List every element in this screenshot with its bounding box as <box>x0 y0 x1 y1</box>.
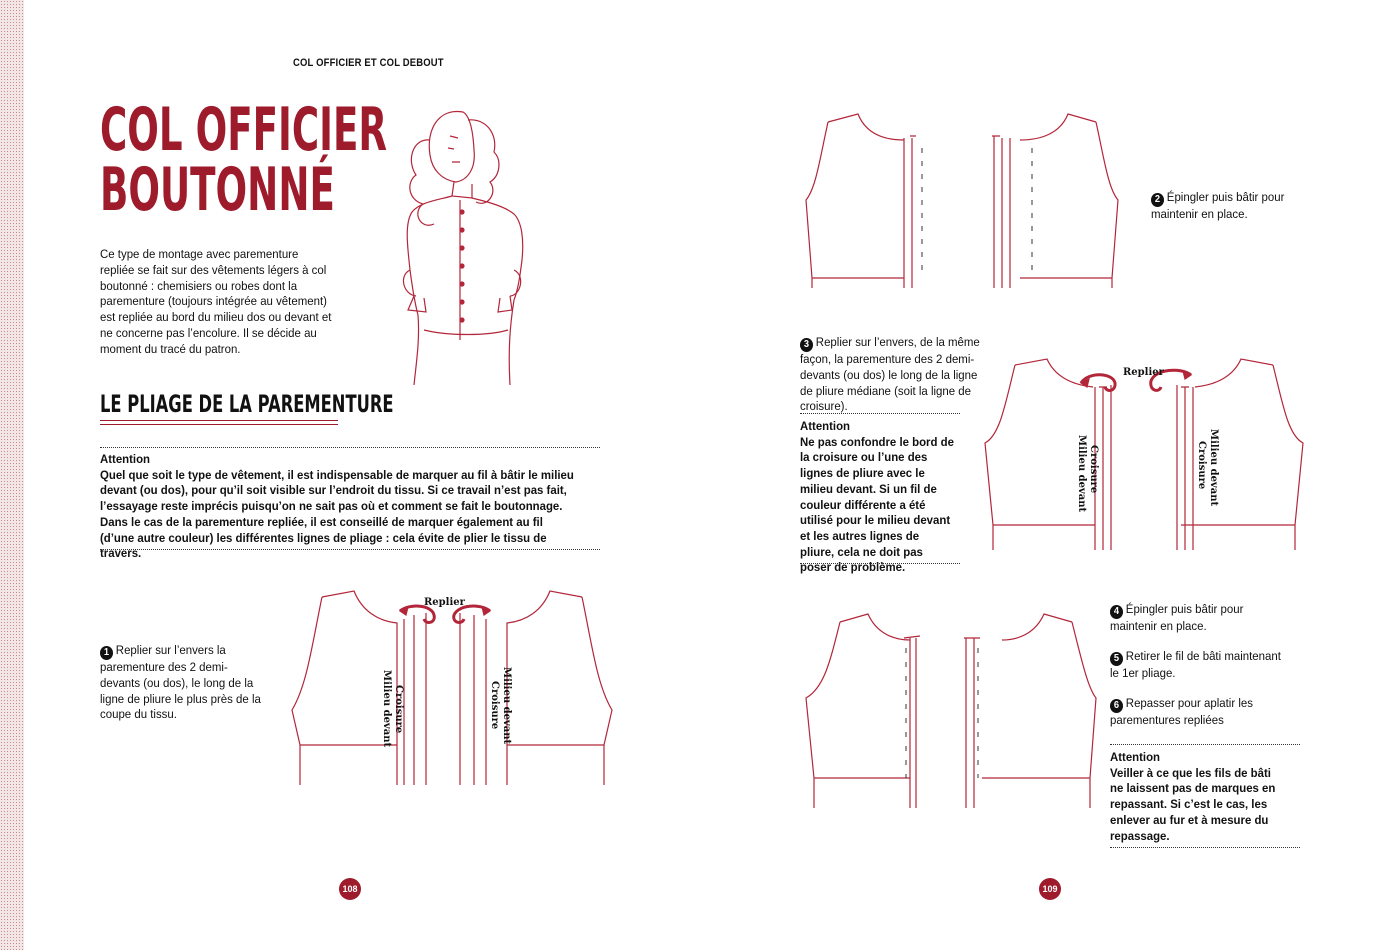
attention-label: Attention <box>100 452 151 466</box>
step-text: Replier sur l’envers, de la même façon, la parementure des 2 demi-devants (ou dos) le long de la ligne de pliure médiane (soit la ligne de croisure). <box>800 335 980 414</box>
step-1 <box>100 643 267 723</box>
step-text: Replier sur l’envers la parementure des 2 demi-devants (ou dos), le long de la ligne de pliure le plus près de la coupe du tissu. <box>100 643 261 722</box>
step-number-badge: 5 <box>1110 652 1123 666</box>
figure-label-milieu-devant: Milieu devant <box>1076 435 1087 513</box>
attention-box-2 <box>800 419 956 576</box>
step-4 <box>1110 602 1291 635</box>
figure-label-croisure: Croisure <box>489 681 500 730</box>
step-text: Retirer le fil de bâti maintenant le 1er pliage. <box>1110 649 1281 680</box>
page-edge-pattern <box>0 0 24 950</box>
attention-text: Quel que soit le type de vêtement, il est indispensable de marquer au fil à bâtir le milieu devant (ou dos), pour qu’il soit visible sur l’endroit du tissu. Si ce travail n’est pas fait, l’essayage reste imprécis puisqu’on ne sait pas où et comment se fait le boutonnage. Dans le cas de la parementure repliée, il est conseillé de marquer également au fil (d’une autre couleur) les différentes lignes de pliage : cela évite de plier le tissu de travers. <box>100 467 574 561</box>
figure-label-milieu-devant: Milieu devant <box>381 670 392 748</box>
step-number-badge: 4 <box>1110 605 1123 619</box>
pattern-figure-4 <box>806 608 1096 808</box>
figure-label-croisure: Croisure <box>393 685 404 734</box>
page-number-right: 109 <box>1039 878 1061 900</box>
divider <box>800 413 960 414</box>
pattern-figure-2 <box>806 108 1118 288</box>
attention-text: Veiller à ce que les fils de bâti ne laissent pas de marques en repassant. Si c’est le cas, les enlever au fur et à mesure du repassage. <box>1110 765 1276 843</box>
step-2 <box>1151 190 1318 223</box>
divider <box>1110 744 1300 745</box>
title-line-2: BOUTONNÉ <box>100 155 335 225</box>
attention-label: Attention <box>1110 750 1161 764</box>
divider <box>1110 847 1300 848</box>
pattern-figure-3 <box>985 355 1303 550</box>
figure-label-milieu-devant: Milieu devant <box>501 667 512 745</box>
step-number-badge: 6 <box>1110 699 1123 713</box>
figure-label-croisure: Croisure <box>1196 441 1207 490</box>
pattern-figure-1 <box>292 585 612 790</box>
attention-label: Attention <box>800 419 851 433</box>
page-title <box>100 95 388 225</box>
step-number-badge: 3 <box>800 338 813 352</box>
page-number-left: 108 <box>339 878 361 900</box>
woman-blouse-illustration <box>368 100 583 395</box>
section-heading-underline <box>100 420 338 425</box>
title-line-1: COL OFFICIER <box>100 95 388 165</box>
figure-label-milieu-devant: Milieu devant <box>1208 429 1219 507</box>
running-head: COL OFFICIER ET COL DEBOUT <box>293 57 444 69</box>
step-text: Épingler puis bâtir pour maintenir en place. <box>1110 602 1244 633</box>
step-text: Repasser pour aplatir les parementures repliées <box>1110 696 1253 727</box>
step-text: Épingler puis bâtir pour maintenir en place. <box>1151 190 1285 221</box>
figure-label-croisure: Croisure <box>1088 445 1099 494</box>
attention-box-main <box>100 452 577 562</box>
attention-text: Ne pas confondre le bord de la croisure ou l’une des lignes de pliure avec le milieu devant. Si un fil de couleur différente a été utilisé pour le milieu devant et les autres lignes de pliure, cela ne doit pas poser de problème. <box>800 434 954 575</box>
figure-label-replier: Replier <box>424 597 465 608</box>
step-3 <box>800 335 991 415</box>
divider <box>100 549 600 550</box>
section-heading: LE PLIAGE DE LA PAREMENTURE <box>100 390 394 418</box>
divider <box>100 447 600 448</box>
figure-label-replier: Replier <box>1123 367 1164 378</box>
step-6 <box>1110 696 1291 729</box>
step-number-badge: 2 <box>1151 193 1164 207</box>
step-5 <box>1110 649 1291 682</box>
step-number-badge: 1 <box>100 646 113 660</box>
intro-paragraph: Ce type de montage avec parementure repliée se fait sur des vêtements légers à col boutonné : chemisiers ou robes dont la parementure (toujours intégrée au vêtement) est repliée au bord du milieu dos ou devant et ne concerne pas l’encolure. Il se décide au moment du tracé du patron. <box>100 247 332 356</box>
attention-box-3 <box>1110 750 1285 844</box>
divider <box>800 563 960 564</box>
